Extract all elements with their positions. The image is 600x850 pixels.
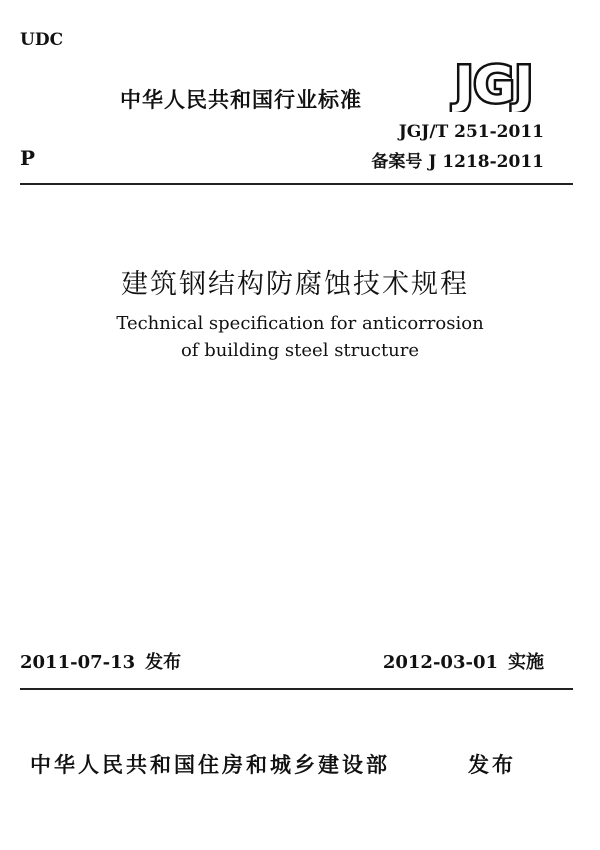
title-chinese: 建筑钢结构防腐蚀技术规程 — [121, 269, 469, 300]
logo-text: JGJ — [454, 56, 534, 112]
title-english-line2: of building steel structure — [180, 340, 420, 361]
standard-number: JGJ/T 251-2011 — [398, 122, 544, 142]
issue-date-line — [20, 648, 181, 674]
industry-standard-heading: 中华人民共和国行业标准 — [120, 88, 362, 112]
udc-label: UDC — [20, 30, 64, 50]
implement-date-line — [383, 648, 544, 674]
issue-date: 2011-07-13 — [20, 652, 136, 673]
publish-label: 发布 — [468, 753, 516, 777]
record-number: 备案号 J 1218-2011 — [371, 152, 544, 172]
classification-code: P — [20, 146, 36, 170]
footer-divider — [20, 688, 573, 690]
publisher-name: 中华人民共和国住房和城乡建设部 — [30, 753, 390, 777]
header-divider — [20, 183, 573, 185]
issue-label: 发布 — [145, 652, 182, 673]
title-english-line1: Technical specification for anticorrosion — [116, 313, 484, 334]
implement-date: 2012-03-01 — [382, 652, 498, 673]
implement-label: 实施 — [508, 652, 544, 673]
jgj-logo — [436, 52, 552, 112]
